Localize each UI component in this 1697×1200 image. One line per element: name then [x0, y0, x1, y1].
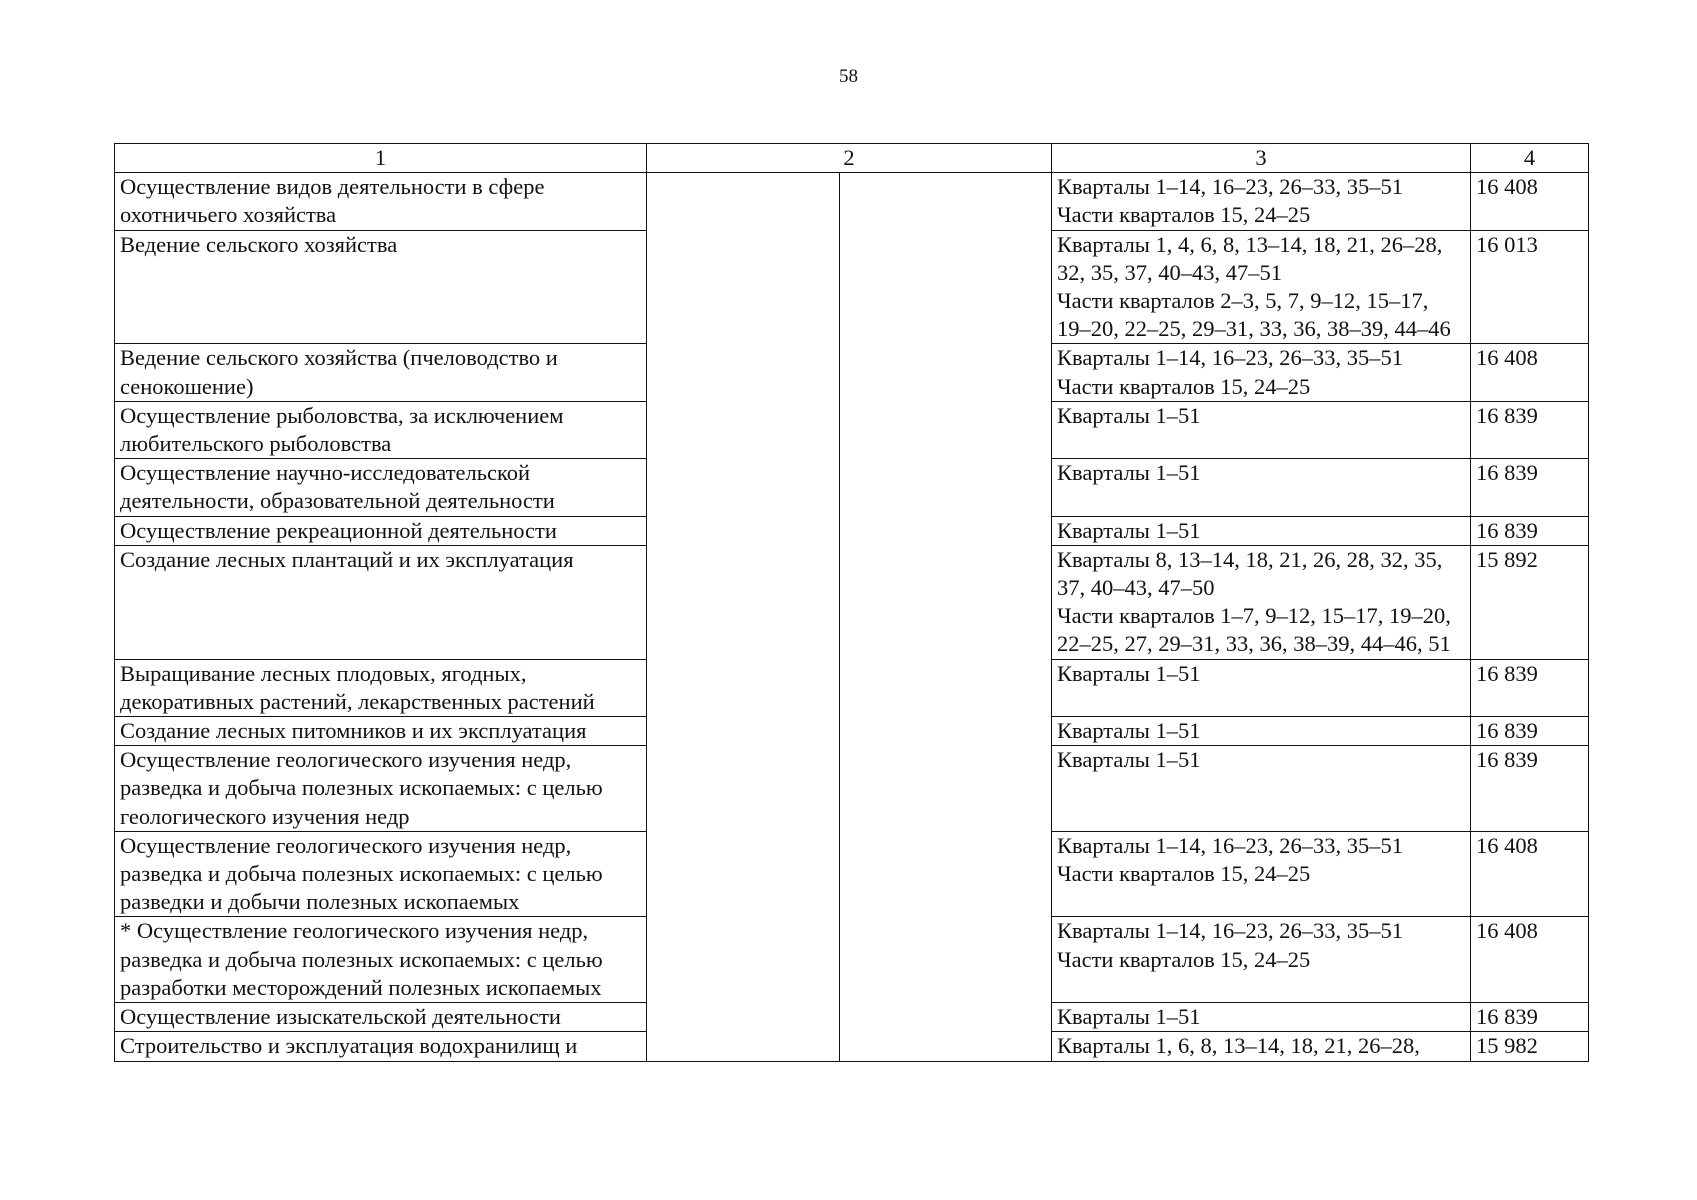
area-cell: 16 839: [1471, 717, 1589, 746]
area-cell: 16 408: [1471, 917, 1589, 1003]
activity-cell: Создание лесных плантаций и их эксплуатация: [115, 545, 647, 659]
activity-cell: Создание лесных питомников и их эксплуатация: [115, 717, 647, 746]
area-cell: 16 013: [1471, 230, 1589, 344]
location-line: Кварталы 1–14, 16–23, 26–33, 35–51: [1057, 174, 1404, 200]
location-line: Части кварталов 1–7, 9–12, 15–17, 19–20, 22–25, 27, 29–31, 33, 36, 38–39, 44–46, 51: [1057, 603, 1451, 657]
location-line: Кварталы 1–51: [1057, 402, 1201, 428]
activity-cell: Осуществление геологического изучения недр, разведка и добыча полезных ископаемых: с целью геологического изучения недр: [115, 746, 647, 832]
location-line: Кварталы 1–14, 16–23, 26–33, 35–51: [1057, 918, 1404, 944]
location-line: Кварталы 1–51: [1057, 1004, 1201, 1030]
location-line: Части кварталов 15, 24–25: [1057, 861, 1311, 887]
location-line: Кварталы 1–51: [1057, 747, 1201, 773]
location-line: Кварталы 1–51: [1057, 517, 1201, 543]
activity-cell: * Осуществление геологического изучения недр, разведка и добыча полезных ископаемых: с целью разработки месторождений полезных ископаемых: [115, 917, 647, 1003]
location-cell: [1052, 459, 1471, 516]
activity-cell: Осуществление научно-исследовательской деятельности, образовательной деятельности: [115, 459, 647, 516]
area-cell: 16 839: [1471, 1003, 1589, 1032]
location-line: Кварталы 1–51: [1057, 660, 1201, 686]
area-cell: 16 839: [1471, 459, 1589, 516]
activity-cell: Строительство и эксплуатация водохранилищ и: [115, 1032, 647, 1061]
location-cell: [1052, 1032, 1471, 1061]
location-line: Части кварталов 15, 24–25: [1057, 202, 1311, 228]
area-cell: 16 408: [1471, 831, 1589, 917]
location-cell: [1052, 173, 1471, 230]
location-line: Кварталы 1–14, 16–23, 26–33, 35–51: [1057, 345, 1404, 371]
location-cell: [1052, 230, 1471, 344]
activity-cell: Осуществление видов деятельности в сфере охотничьего хозяйства: [115, 173, 647, 230]
area-cell: 15 892: [1471, 545, 1589, 659]
column-header-4: 4: [1471, 144, 1589, 173]
location-line: Кварталы 1, 6, 8, 13–14, 18, 21, 26–28,: [1057, 1033, 1420, 1059]
activity-cell: Осуществление рекреационной деятельности: [115, 516, 647, 545]
location-line: Кварталы 1–51: [1057, 718, 1201, 744]
location-cell: [1052, 545, 1471, 659]
location-line: Части кварталов 15, 24–25: [1057, 373, 1311, 399]
activity-cell: Ведение сельского хозяйства (пчеловодство и сенокошение): [115, 344, 647, 401]
area-cell: 16 839: [1471, 401, 1589, 458]
area-cell: 16 408: [1471, 173, 1589, 230]
page-number: 58: [839, 66, 858, 87]
table-row: [115, 173, 1589, 230]
column-2-right-empty-cell: [840, 173, 1052, 1061]
location-cell: [1052, 401, 1471, 458]
area-cell: 16 839: [1471, 746, 1589, 832]
location-cell: [1052, 516, 1471, 545]
location-cell: [1052, 1003, 1471, 1032]
column-header-3: 3: [1052, 144, 1471, 173]
location-cell: [1052, 831, 1471, 917]
activity-cell: Осуществление геологического изучения недр, разведка и добыча полезных ископаемых: с целью разведки и добычи полезных ископаемых: [115, 831, 647, 917]
location-line: Кварталы 1–51: [1057, 460, 1201, 486]
activity-cell: Осуществление рыболовства, за исключением любительского рыболовства: [115, 401, 647, 458]
activity-cell: Ведение сельского хозяйства: [115, 230, 647, 344]
area-cell: 16 839: [1471, 659, 1589, 716]
location-cell: [1052, 746, 1471, 832]
location-line: Кварталы 1, 4, 6, 8, 13–14, 18, 21, 26–28, 32, 35, 37, 40–43, 47–51: [1057, 231, 1443, 285]
area-cell: 16 408: [1471, 344, 1589, 401]
activity-cell: Осуществление изыскательской деятельности: [115, 1003, 647, 1032]
area-cell: 16 839: [1471, 516, 1589, 545]
location-cell: [1052, 917, 1471, 1003]
location-cell: [1052, 659, 1471, 716]
area-cell: 15 982: [1471, 1032, 1589, 1061]
location-line: Кварталы 1–14, 16–23, 26–33, 35–51: [1057, 832, 1404, 858]
land-use-table: [114, 143, 1589, 1062]
column-2-left-empty-cell: [647, 173, 840, 1061]
location-cell: [1052, 717, 1471, 746]
location-line: Кварталы 8, 13–14, 18, 21, 26, 28, 32, 35, 37, 40–43, 47–50: [1057, 546, 1443, 601]
table-header-row: [115, 144, 1589, 173]
location-line: Части кварталов 15, 24–25: [1057, 946, 1311, 972]
column-header-1: 1: [115, 144, 647, 173]
location-line: Части кварталов 2–3, 5, 7, 9–12, 15–17, 19–20, 22–25, 29–31, 33, 36, 38–39, 44–46: [1057, 288, 1451, 342]
activity-cell: Выращивание лесных плодовых, ягодных, декоративных растений, лекарственных растений: [115, 659, 647, 716]
column-header-2: 2: [647, 144, 1052, 173]
location-cell: [1052, 344, 1471, 401]
